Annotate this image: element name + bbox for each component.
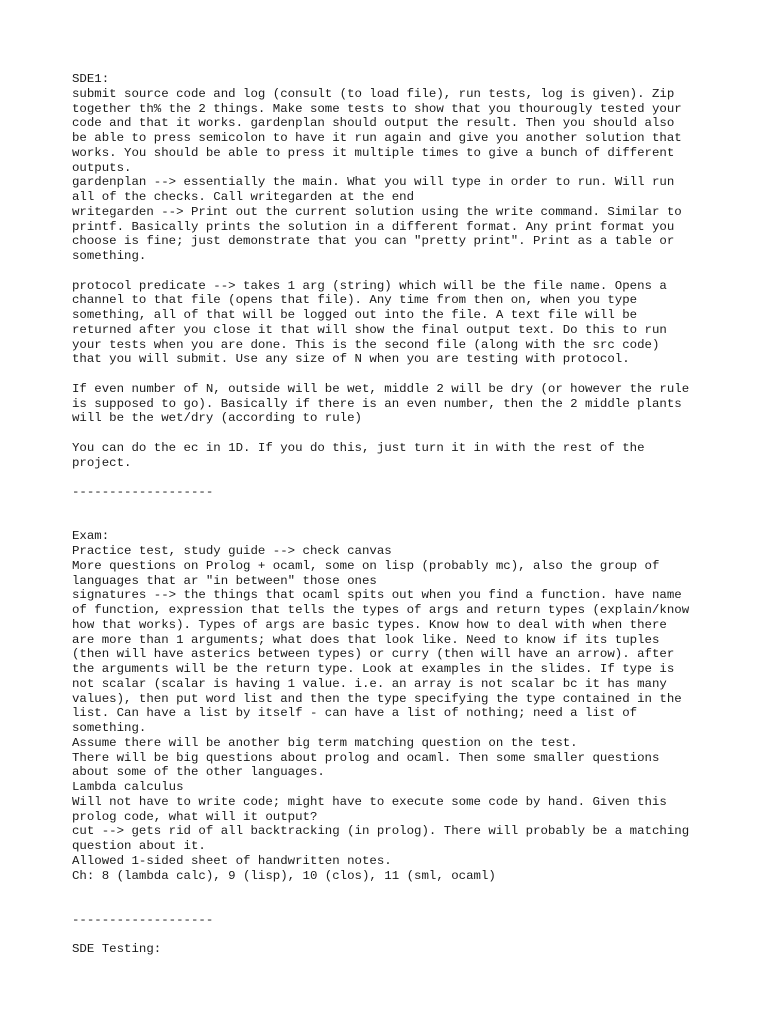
- text-line: something.: [72, 249, 147, 263]
- text-line: how that works). Types of args are basic types. Know how to deal with when there: [72, 617, 667, 632]
- text-line: languages that ar "in between" those ones: [72, 573, 377, 588]
- text-line: -------------------: [72, 485, 214, 499]
- text-line: the arguments will be the return type. Look at examples in the slides. If type is: [72, 662, 675, 676]
- text-line: Will not have to write code; might have to execute some code by hand. Given this: [72, 794, 667, 809]
- text-line: There will be big questions about prolog and ocaml. Then some smaller questions: [72, 750, 660, 765]
- text-line: [72, 928, 712, 943]
- text-line: Lambda calculus: [72, 780, 184, 794]
- text-line: [72, 367, 712, 382]
- text-line: Assume there will be another big term matching question on the test.: [72, 735, 578, 750]
- text-line: Exam:: [72, 529, 110, 544]
- text-line: protocol predicate --> takes 1 arg (string) which will be the file name. Opens a: [72, 278, 667, 293]
- text-line: signatures --> the things that ocaml spits out when you find a function. have name: [72, 588, 682, 603]
- text-line: are more than 1 arguments; what does that look like. Need to know if its tuples: [72, 632, 660, 647]
- text-line: be able to press semicolon to have it run again and give you another solution that: [72, 131, 682, 145]
- text-line: (then will have asterics between types) or curry (then will have an arrow). after: [72, 647, 675, 662]
- text-line: -------------------: [72, 912, 214, 927]
- text-line: SDE Testing:: [72, 942, 162, 957]
- text-line: [72, 883, 712, 898]
- text-line: writegarden --> Print out the current solution using the write command. Similar to: [72, 204, 682, 219]
- text-line: list. Can have a list by itself - can have a list of nothing; need a list of: [72, 706, 638, 721]
- text-line: channel to that file (opens that file). Any time from then on, when you type: [72, 293, 638, 308]
- text-line: [72, 898, 712, 913]
- text-line: code and that it works. gardenplan should output the result. Then you should also: [72, 116, 675, 131]
- text-line: Practice test, study guide --> check canvas: [72, 544, 392, 558]
- text-line: printf. Basically prints the solution in a different format. Any print format you: [72, 219, 675, 234]
- text-line: returned after you close it that will show the final output text. Do this to run: [72, 322, 667, 337]
- text-line: Allowed 1-sided sheet of handwritten notes.: [72, 853, 392, 868]
- document-page: [72, 72, 712, 957]
- text-line: project.: [72, 455, 132, 470]
- text-line: all of the checks. Call writegarden at the end: [72, 190, 415, 204]
- text-line: More questions on Prolog + ocaml, some on lisp (probably mc), also the group of: [72, 558, 660, 573]
- text-line: values), then put word list and then the type specifying the type contained in the: [72, 691, 682, 706]
- text-line: If even number of N, outside will be wet, middle 2 will be dry (or however the rule: [72, 381, 690, 396]
- text-line: choose is fine; just demonstrate that you can "pretty print". Print as a table or: [72, 234, 675, 249]
- text-line: Ch: 8 (lambda calc), 9 (lisp), 10 (clos), 11 (sml, ocaml): [72, 868, 496, 883]
- text-line: prolog code, what will it output?: [72, 809, 318, 824]
- text-line: works. You should be able to press it multiple times to give a bunch of different: [72, 145, 675, 160]
- text-line: will be the wet/dry (according to rule): [72, 411, 362, 426]
- text-line: not scalar (scalar is having 1 value. i.e. an array is not scalar bc it has many: [72, 676, 667, 691]
- text-line: [72, 264, 712, 279]
- text-line: your tests when you are done. This is the second file (along with the src code): [72, 337, 660, 352]
- text-line: of function, expression that tells the types of args and return types (explain/know: [72, 603, 690, 617]
- text-line: together th% the 2 things. Make some tests to show that you thourougly tested your: [72, 101, 682, 116]
- text-line: something, all of that will be logged out into the file. A text file will be: [72, 308, 638, 322]
- text-line: SDE1:: [72, 72, 110, 86]
- text-line: [72, 426, 712, 441]
- text-line: gardenplan --> essentially the main. What you will type in order to run. Will run: [72, 175, 675, 190]
- text-line: You can do the ec in 1D. If you do this, just turn it in with the rest of the: [72, 440, 645, 455]
- text-line: [72, 470, 712, 485]
- text-line: that you will submit. Use any size of N when you are testing with protocol.: [72, 352, 630, 367]
- text-line: about some of the other languages.: [72, 765, 325, 780]
- text-line: question about it.: [72, 839, 206, 853]
- text-line: outputs.: [72, 160, 132, 175]
- text-line: [72, 515, 712, 530]
- text-line: cut --> gets rid of all backtracking (in prolog). There will probably be a matching: [72, 824, 690, 839]
- text-line: something.: [72, 721, 147, 735]
- text-line: [72, 500, 712, 515]
- text-line: submit source code and log (consult (to load file), run tests, log is given). Zip: [72, 86, 675, 101]
- text-line: is supposed to go). Basically if there is an even number, then the 2 middle plants: [72, 396, 682, 411]
